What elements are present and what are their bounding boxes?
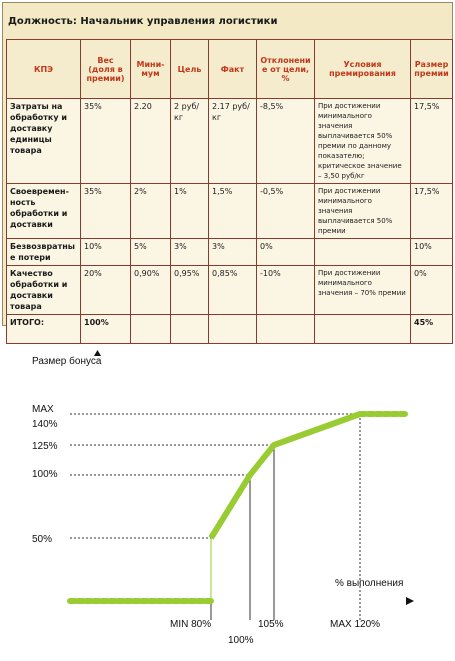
kpi-weight: 20% bbox=[81, 266, 131, 315]
kpi-deviation: 0% bbox=[257, 239, 315, 266]
y-tick-label: 100% bbox=[32, 469, 58, 480]
kpi-bonus: 10% bbox=[411, 239, 453, 266]
kpi-table bbox=[6, 39, 453, 344]
y-tick-label: 140% bbox=[32, 419, 58, 430]
kpi-fact: 3% bbox=[209, 239, 257, 266]
kpi-fact: 0,85% bbox=[209, 266, 257, 315]
kpi-target: 2 руб/кг bbox=[171, 99, 209, 184]
kpi-target: 1% bbox=[171, 184, 209, 239]
chart-plot bbox=[32, 404, 408, 646]
y-tick-label: MAX bbox=[32, 404, 54, 415]
kpi-condition: При достижении минимального значения выплачивается 50% премии по данному показателю; критическое значение – 3,50 руб/кг bbox=[315, 99, 411, 184]
y-tick-label: 125% bbox=[32, 441, 58, 452]
total-label: ИТОГО: bbox=[7, 315, 81, 344]
total-weight: 100% bbox=[81, 315, 131, 344]
kpi-name: Качество обработки и доставки товара bbox=[7, 266, 81, 315]
kpi-bonus: 0% bbox=[411, 266, 453, 315]
kpi-deviation: -10% bbox=[257, 266, 315, 315]
column-header: Условия премирования bbox=[315, 40, 411, 99]
table-row bbox=[7, 99, 453, 184]
kpi-fact: 2.17 руб/кг bbox=[209, 99, 257, 184]
kpi-min: 0,90% bbox=[131, 266, 171, 315]
total-bonus: 45% bbox=[411, 315, 453, 344]
kpi-condition: При достижении минимального значения – 70% премии bbox=[315, 266, 411, 315]
kpi-min: 2% bbox=[131, 184, 171, 239]
column-header: Размер премии bbox=[411, 40, 453, 99]
kpi-weight: 35% bbox=[81, 184, 131, 239]
column-header: Цель bbox=[171, 40, 209, 99]
column-header: Вес (доля в премии) bbox=[81, 40, 131, 99]
kpi-deviation: -8,5% bbox=[257, 99, 315, 184]
kpi-condition: При достижении минимального значения выплачивается 50% премии bbox=[315, 184, 411, 239]
kpi-panel bbox=[2, 2, 453, 326]
y-tick-label: 50% bbox=[32, 534, 53, 545]
kpi-target: 3% bbox=[171, 239, 209, 266]
y-axis-arrow-icon bbox=[94, 350, 101, 356]
kpi-target: 0,95% bbox=[171, 266, 209, 315]
table-row bbox=[7, 266, 453, 315]
column-header: Отклонение от цели, % bbox=[257, 40, 315, 99]
kpi-weight: 10% bbox=[81, 239, 131, 266]
kpi-deviation: -0,5% bbox=[257, 184, 315, 239]
x-axis-label: % выполнения bbox=[335, 578, 404, 589]
kpi-weight: 35% bbox=[81, 99, 131, 184]
x-tick-label: MIN 80% bbox=[170, 619, 212, 630]
x-tick-label: MAX 120% bbox=[330, 619, 381, 630]
page-title: Должность: Начальник управления логистики bbox=[8, 16, 278, 27]
kpi-name: Своевремен- ность обработки и доставки bbox=[7, 184, 81, 239]
kpi-name: Безвозвратные потери bbox=[7, 239, 81, 266]
bonus-curve-series bbox=[211, 414, 360, 538]
kpi-min: 2.20 bbox=[131, 99, 171, 184]
kpi-min: 5% bbox=[131, 239, 171, 266]
table-row bbox=[7, 184, 453, 239]
kpi-condition bbox=[315, 239, 411, 266]
kpi-fact: 1,5% bbox=[209, 184, 257, 239]
x-tick-label: 105% bbox=[258, 619, 284, 630]
column-header: Факт bbox=[209, 40, 257, 99]
kpi-name: Затраты на обработку и доставку единицы товара bbox=[7, 99, 81, 184]
bonus-chart bbox=[0, 330, 455, 661]
x-axis-arrow-icon bbox=[406, 597, 414, 605]
x-tick-label: 100% bbox=[228, 635, 254, 646]
y-axis-label: Размер бонуса bbox=[32, 356, 102, 367]
kpi-bonus: 17,5% bbox=[411, 99, 453, 184]
table-header-row bbox=[7, 40, 453, 99]
column-header: КПЭ bbox=[7, 40, 81, 99]
kpi-bonus: 17,5% bbox=[411, 184, 453, 239]
column-header: Мини- мум bbox=[131, 40, 171, 99]
table-row bbox=[7, 239, 453, 266]
bonus-chart-svg bbox=[0, 330, 455, 661]
